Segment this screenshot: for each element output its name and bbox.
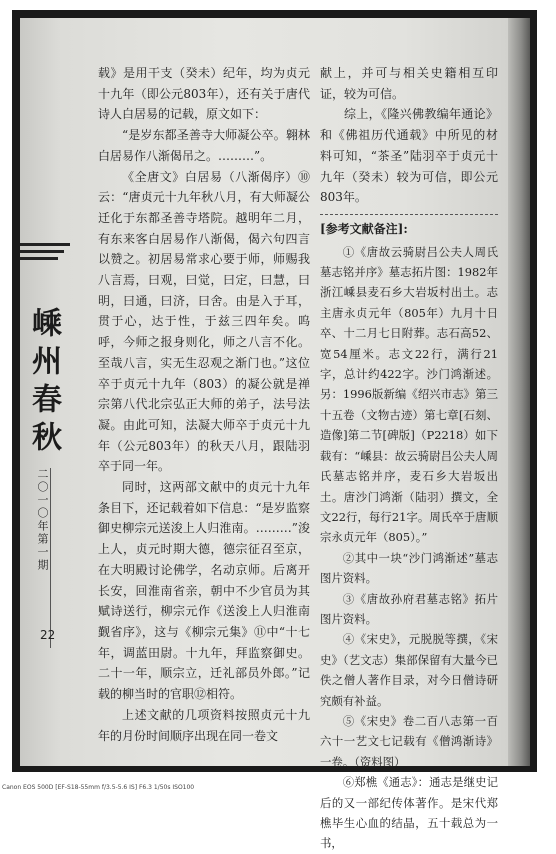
reference-item: ⑥郑樵《通志》：通志是继史记后的又一部纪传体著作。是宋代郑樵毕生心血的结晶，五十载总为一书， <box>320 775 498 851</box>
left-paragraph-4: 同时，这两部文献中的贞元十九年条目下，还记载着如下信息：“是岁监察御史柳宗元送浚上人归淮南。………”浚上人，贞元时期大德，德宗征召至京，在大明殿讨论佛学，名动京师。后离开长安，回淮南省亲，朝中不少官员为其赋诗送行，柳宗元作《送浚上人归淮南觐省序》，这与《柳宗元集》⑪中“十七年，调蓝田尉。十九年，拜监察御史。二十一年，顺宗立，迁礼部员外郎。”记载的柳当时的官职⑫相符。 <box>98 480 310 702</box>
page-number: 22 <box>40 628 56 642</box>
stripe-2 <box>20 250 64 253</box>
book-spine <box>508 18 530 766</box>
reference-item: ②其中一块“沙门鸿渐述”墓志图片资料。 <box>320 550 498 586</box>
left-paragraph-1: 载》是用干支（癸未）纪年，均为贞元十九年（即公元803年），还有关于唐代诗人白居易的记载，原文如下： <box>98 66 310 122</box>
issue-label: 二〇一〇年第一期 <box>36 468 49 572</box>
stripe-1 <box>20 243 70 246</box>
reference-item: ⑤《宋史》卷二百八志第一百六十一艺文七记载有《僧鸿渐诗》一卷。（资料图） <box>320 713 498 769</box>
left-column <box>98 63 310 746</box>
magazine-title: 嵊州春秋 <box>26 307 61 459</box>
left-paragraph-2: “是岁东都圣善寺大师凝公卒。翱林白居易作八渐偈吊之。………”。 <box>98 128 310 163</box>
reference-item: ③《唐故孙府君墓志铭》拓片图片资料。 <box>320 591 498 626</box>
reference-item: ①《唐故云骑尉吕公夫人周氏墓志铭并序》墓志拓片图：1982年浙江嵊县麦石乡大岩坂村出土。志主唐永贞元年（805年）九月十日卒、十二月七日附葬。志石高52、宽54厘米。志文22行，满行21字，总计约422字。沙门鸿渐述。另：1996版新编《绍兴市志》第三十五卷（文物古迹）第七章[石刻、造像]第二节[碑版]（P2218）如下载有：“嵊县：故云骑尉吕公夫人周氏墓志铭并序，麦石乡大岩坂出土。唐沙门鸿渐（陆羽）撰文，全文22行，每行21字。周氏卒于唐顺宗永贞元年（805）。” <box>320 244 498 545</box>
right-paragraph-2: 综上，《隆兴佛教编年通论》和《佛祖历代通载》中所见的材料可知，“茶圣”陆羽卒于贞元十九年（癸未）较为可信，即公元803年。 <box>320 107 498 205</box>
right-paragraph-1: 献上，并可与相关史籍相互印证，较为可信。 <box>320 66 498 101</box>
side-strip <box>20 243 75 763</box>
stripe-3 <box>20 257 58 260</box>
left-paragraph-5: 上述文献的几项资料按照贞元十九年的月份时间顺序出现在同一卷文 <box>98 707 310 743</box>
camera-caption: Canon EOS 500D [EF-S18-55mm f/3.5-5.6 IS] F6.3 1/50s ISO100 <box>2 784 195 791</box>
references-heading: [参考文献备注]: <box>320 214 498 240</box>
references-list <box>320 242 498 854</box>
reference-item: ④《宋史》，元脱脱等撰，《宋史》（艺文志）集部保留有大量今已佚之僧人著作目录，对今日僧诗研究颇有补益。 <box>320 632 498 708</box>
issue-divider <box>50 468 51 648</box>
right-column <box>320 63 498 854</box>
left-paragraph-3: 《全唐文》白居易（八渐偈序）⑩云：“唐贞元十九年秋八月，有大师凝公迁化于东都圣善寺塔院。越明年二月，有东来客白居易作八渐偈，偈六句四言以赞之。初居易常求心要于师，师赐我八言焉，曰观，曰觉，曰定，曰慧，曰明，曰通，曰济，曰舍。由是入于耳，贯于心，达于性，于兹三四年矣。呜呼，今师之报身则化，师之八言不化。至哉八言，实无生忍观之渐门也。”这位卒于贞元十九年（803）的凝公就是禅宗第八代北宗弘正大师的弟子，法号法凝。由此可知，法凝大师卒于贞元十九年（公元803年）的秋天八月，跟陆羽卒于同一年。 <box>98 169 310 474</box>
